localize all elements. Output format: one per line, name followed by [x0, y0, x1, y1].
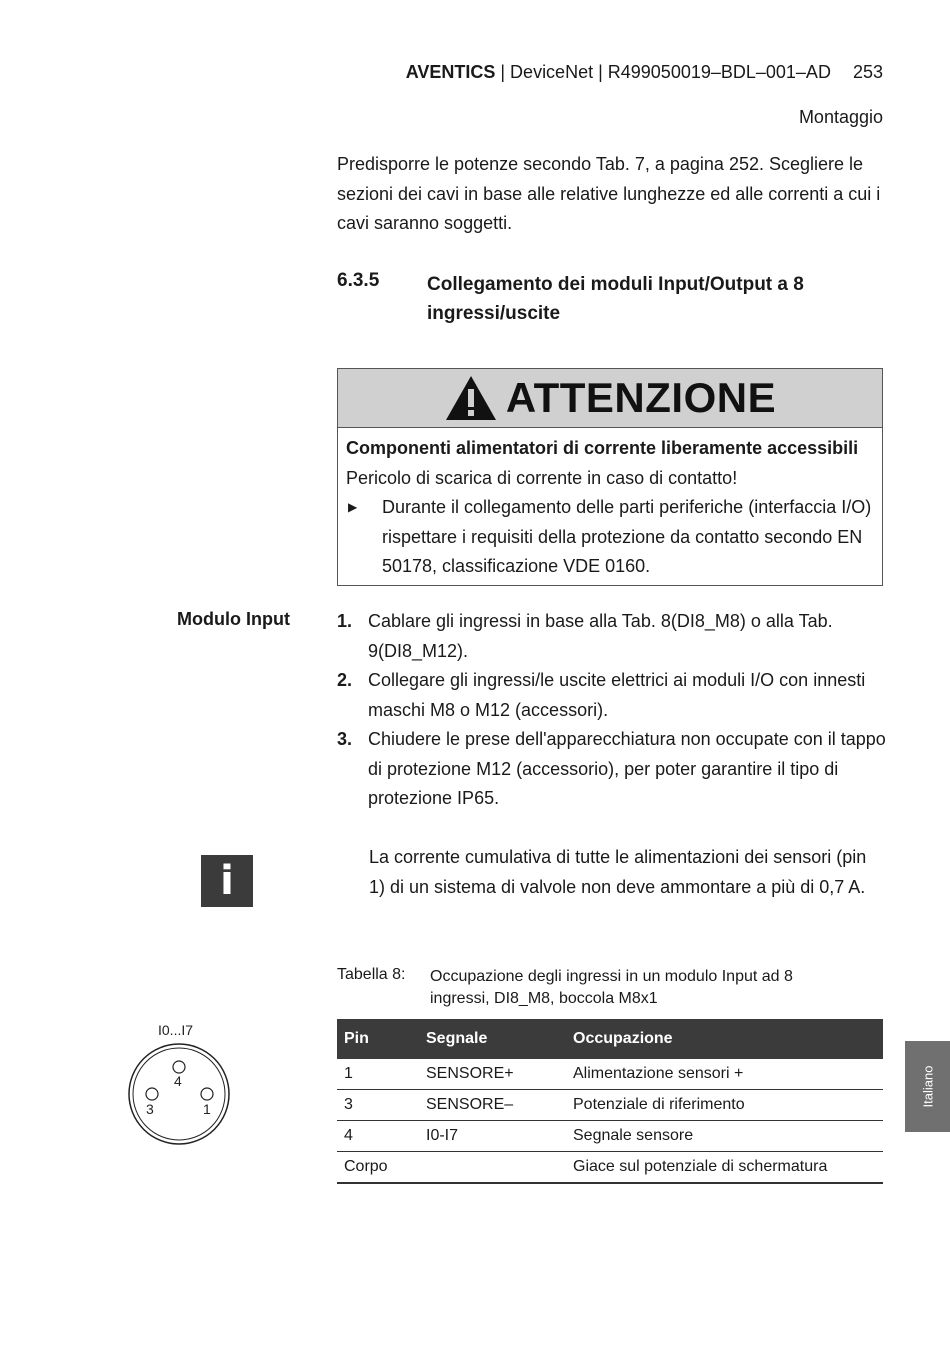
running-header: [337, 62, 883, 83]
step-number: 3.: [337, 729, 353, 749]
step-text: Collegare gli ingressi/le uscite elettrici ai moduli I/O con innesti maschi M8 o M12 (accessori).: [368, 670, 866, 720]
measure-item: [346, 493, 874, 582]
table-cell: Potenziale di riferimento: [566, 1090, 883, 1121]
language-tab-label: Italiano: [919, 1065, 935, 1108]
column-header: Pin: [337, 1019, 419, 1059]
pin-4-contact: [173, 1061, 185, 1073]
pin-1-label: 1: [203, 1101, 211, 1117]
pin-3-contact: [146, 1088, 158, 1100]
column-header: Segnale: [419, 1019, 566, 1059]
measure-text: Durante il collegamento delle parti periferiche (interfaccia I/O) rispettare i requisiti della protezione da contatto secondo EN 50178, classificazione VDE 0160.: [382, 497, 872, 576]
section-title: Collegamento dei moduli Input/Output a 8 ingressi/uscite: [427, 274, 804, 324]
table-cell: 3: [337, 1090, 419, 1121]
warning-header: [338, 369, 882, 428]
table-row: [337, 1121, 883, 1152]
bullet-arrow-icon: ▶: [348, 500, 358, 514]
step-number: 1.: [337, 611, 353, 631]
table-header-row: [337, 1019, 883, 1059]
table-row: [337, 1090, 883, 1121]
table-caption-text: Occupazione degli ingressi in un modulo Input ad 8 ingressi, DI8_M8, boccola M8x1: [430, 968, 793, 1007]
warning-box: [337, 368, 883, 586]
signal-word: ATTENZIONE: [505, 374, 777, 421]
table-row: [337, 1152, 883, 1184]
step-item: [337, 666, 887, 725]
connector-outer-ring: [129, 1044, 229, 1144]
info-note: La corrente cumulativa di tutte le alimentazioni dei sensori (pin 1) di un sistema di valvole non deve ammontare a più di 0,7 A.: [369, 847, 867, 897]
document-reference: | DeviceNet | R499050019–BDL–001–AD: [495, 62, 831, 82]
table-cell: [419, 1152, 566, 1184]
info-icon: i: [201, 855, 253, 907]
table-cell: SENSORE+: [419, 1059, 566, 1090]
page-number: 253: [852, 62, 883, 82]
step-list: [337, 607, 887, 814]
step-item: [337, 725, 887, 814]
brand-name: AVENTICS: [405, 62, 496, 82]
table-cell: Corpo: [337, 1152, 419, 1184]
pin-3-label: 3: [146, 1101, 154, 1117]
step-text: Cablare gli ingressi in base alla Tab. 8(DI8_M8) o alla Tab. 9(DI8_M12).: [368, 611, 833, 661]
hazard-text: Componenti alimentatori di corrente liberamente accessibili: [346, 438, 859, 458]
table-cell: SENSORE–: [419, 1090, 566, 1121]
step-text: Chiudere le prese dell'apparecchiatura non occupate con il tappo di protezione M12 (accessorio), per poter garantire il tipo di protezione IP65.: [368, 729, 886, 808]
table-cell: I0-I7: [419, 1121, 566, 1152]
pin-assignment-table: [337, 1019, 883, 1184]
step-number: 2.: [337, 670, 353, 690]
table-cell: Giace sul potenziale di schermatura: [566, 1152, 883, 1184]
pin-4-label: 4: [174, 1073, 182, 1089]
table-cell: Segnale sensore: [566, 1121, 883, 1152]
table-cell: Alimentazione sensori +: [566, 1059, 883, 1090]
chapter-title: Montaggio: [798, 107, 883, 127]
connector-inner-ring: [133, 1048, 225, 1140]
step-item: [337, 607, 887, 666]
consequence-text: Pericolo di scarica di corrente in caso di contatto!: [346, 467, 738, 488]
warning-triangle-icon: [444, 374, 498, 422]
table-caption-label: Tabella 8:: [337, 966, 406, 983]
section-number: 6.3.5: [337, 270, 380, 291]
column-header: Occupazione: [566, 1019, 883, 1059]
side-label: Modulo Input: [177, 609, 290, 629]
language-tab: [905, 1041, 950, 1132]
table-cell: 1: [337, 1059, 419, 1090]
connector-label: I0...I7: [158, 1022, 194, 1038]
m8-connector-diagram: [120, 1020, 240, 1150]
table-cell: 4: [337, 1121, 419, 1152]
table-row: [337, 1059, 883, 1090]
intro-paragraph: Predisporre le potenze secondo Tab. 7, a pagina 252. Scegliere le sezioni dei cavi in base alle relative lunghezze ed alle correnti a cui i cavi saranno soggetti.: [337, 154, 881, 233]
pin-1-contact: [201, 1088, 213, 1100]
warning-body: [338, 428, 882, 582]
